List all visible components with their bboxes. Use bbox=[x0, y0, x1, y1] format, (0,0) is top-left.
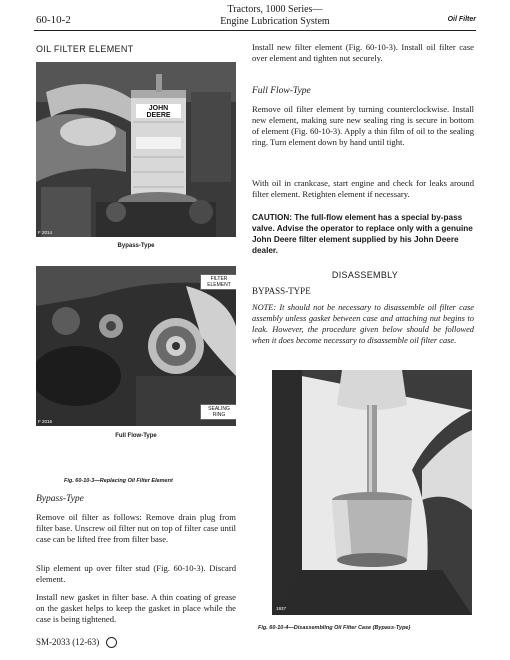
section-tag: Oil Filter bbox=[447, 16, 476, 23]
photo-bypass-filter bbox=[36, 62, 236, 237]
header-rule bbox=[34, 30, 476, 31]
photo-tag: F 2016 bbox=[38, 419, 53, 424]
section-title-oil-filter-element: OIL FILTER ELEMENT bbox=[36, 44, 134, 54]
subheading-bypass-type: Bypass-Type bbox=[36, 494, 84, 504]
callout-sealing-ring: SEALING RING bbox=[200, 404, 236, 420]
subheading-full-flow: Full Flow-Type bbox=[252, 86, 311, 96]
note-disassembly: NOTE: It should not be necessary to disassemble oil filter case assembly unless gasket between case and attaching nut begins to leak. However, the procedure given below should be followed when it does become necessary to disassemble oil filter case. bbox=[252, 303, 474, 345]
figure-caption-60-10-4: Fig. 60-10-4—Disassembling Oil Filter Case (Bypass-Type) bbox=[258, 625, 411, 631]
filter-brand-text: JOHN DEERE bbox=[146, 105, 171, 119]
photo-tag: 1937 bbox=[276, 606, 287, 611]
photo-fullflow-filter bbox=[36, 266, 236, 426]
photo-tag: F 2014 bbox=[38, 230, 53, 235]
running-title-line1: Tractors, 1000 Series— bbox=[227, 4, 323, 15]
footer-date: (12-63) bbox=[72, 637, 100, 647]
paragraph-remove-element: Remove oil filter element by turning counterclockwise. Install new element, making sure new sealing ring is secure in bottom of element (Fig. 60-10-3). Apply a thin film of oil to the sealing ring. Turn element down by hand until tight. bbox=[252, 104, 474, 147]
caption-bypass: Bypass-Type bbox=[117, 243, 155, 249]
caption-full-flow: Full Flow-Type bbox=[115, 433, 157, 439]
running-title-line2: Engine Lubrication System bbox=[220, 16, 330, 27]
union-label-icon bbox=[106, 637, 117, 648]
footer bbox=[36, 637, 117, 648]
photo-disassembling-case bbox=[272, 370, 472, 615]
section-title-disassembly: DISASSEMBLY bbox=[331, 270, 399, 280]
page-number: 60-10-2 bbox=[36, 14, 71, 26]
paragraph-remove-filter: Remove oil filter as follows: Remove drain plug from filter base. Unscrew oil filter nut on top of filter case until case can be lifted free from filter base. bbox=[36, 512, 236, 544]
paragraph-start-engine: With oil in crankcase, start engine and check for leaks around filter element. Retighten element if necessary. bbox=[252, 178, 474, 199]
footer-code: SM-2033 bbox=[36, 637, 71, 647]
heading-bypass-type: BYPASS-TYPE bbox=[252, 286, 311, 296]
figure-caption-60-10-3: Fig. 60-10-3—Replacing Oil Filter Element bbox=[64, 478, 173, 484]
callout-filter-element: FILTER ELEMENT bbox=[200, 274, 236, 290]
paragraph-install-gasket: Install new gasket in filter base. A thin coating of grease on the gasket helps to keep the gasket in place while the case is being tightened. bbox=[36, 592, 236, 624]
running-title bbox=[150, 4, 400, 28]
caution-notice: CAUTION: The full-flow element has a special by-pass valve. Advise the operator to replace only with a genuine John Deere filter element supplied by his John Deere dealer. bbox=[252, 213, 473, 255]
paragraph-slip-element: Slip element up over filter stud (Fig. 60-10-3). Discard element. bbox=[36, 563, 236, 584]
paragraph-install-element: Install new filter element (Fig. 60-10-3). Install oil filter case over element and tighten nut securely. bbox=[252, 42, 474, 63]
